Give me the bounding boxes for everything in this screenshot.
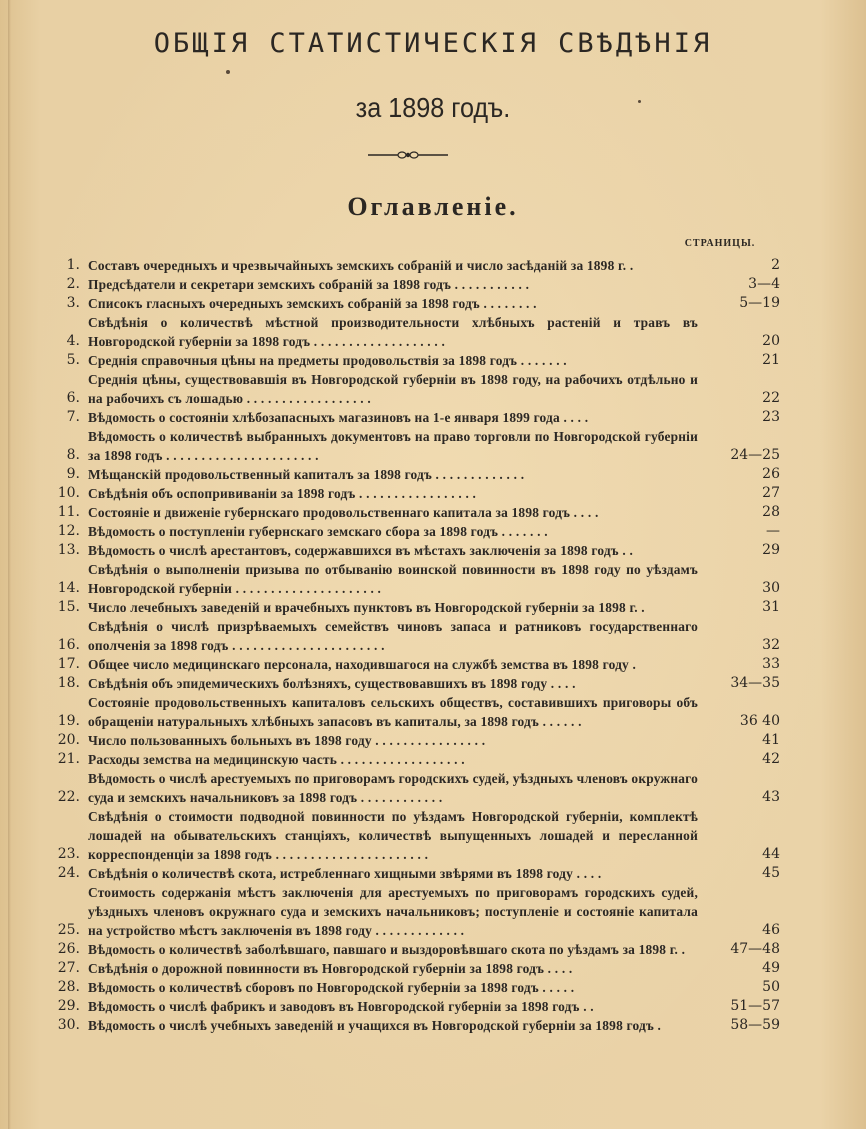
document-subtitle: за 1898 годъ. — [355, 92, 511, 123]
toc-entry-pages: 30 — [762, 580, 780, 596]
toc-entry-title: Вѣдомость о числѣ фабрикъ и заводовъ въ Новгородской губерніи за 1898 годъ . . — [88, 999, 594, 1014]
ink-speck — [226, 70, 230, 74]
toc-entry-title: Состояніе продовольственныхъ капиталовъ сельскихъ обществъ, составившихъ приговоры объ обращеніи натуральныхъ хлѣбныхъ запасовъ въ капиталы, за 1898 годъ . . . . . . — [88, 695, 698, 729]
toc-entry-title: Состояніе и движеніе губернскаго продовольственнаго капитала за 1898 годъ . . . . — [88, 505, 599, 520]
toc-entry-number: 13. — [57, 542, 80, 558]
toc-entry-number: 2. — [66, 276, 80, 292]
toc-entry-number: 1. — [66, 257, 80, 273]
toc-entry — [40, 351, 780, 370]
toc-entry — [40, 503, 780, 522]
toc-entry-pages: 27 — [762, 485, 780, 501]
toc-entry-number: 29. — [57, 998, 80, 1014]
toc-entry-pages: 23 — [762, 409, 780, 425]
toc-entry-pages: 3—4 — [748, 276, 780, 292]
toc-entry-number: 3. — [66, 295, 80, 311]
toc-entry-pages: 28 — [762, 504, 780, 520]
toc-entry — [40, 560, 780, 598]
toc-entry-pages: 24—25 — [730, 447, 780, 463]
toc-entry-title: Составъ очередныхъ и чрезвычайныхъ земскихъ собраній и число засѣданій за 1898 г. . — [88, 258, 634, 273]
toc-entry-pages: 32 — [762, 637, 780, 653]
toc-entry — [40, 522, 780, 541]
toc-entry-title: Вѣдомость о числѣ арестуемыхъ по приговорамъ городскихъ судей, уѣздныхъ членовъ окружнаго суда и земскихъ начальниковъ за 1898 годъ . . . . . . . . . . . . — [88, 771, 698, 805]
toc-entry-number: 25. — [57, 922, 80, 938]
toc-entry — [40, 655, 780, 674]
toc-entry-title: Списокъ гласныхъ очередныхъ земскихъ собраній за 1898 годъ . . . . . . . . — [88, 296, 537, 311]
toc-entry-title: Число пользованныхъ больныхъ въ 1898 году . . . . . . . . . . . . . . . . — [88, 733, 486, 748]
toc-entry-pages: 41 — [762, 732, 780, 748]
toc-entry — [40, 617, 780, 655]
toc-entry-pages: 50 — [762, 979, 780, 995]
toc-entry-title: Свѣдѣнія о числѣ призрѣваемыхъ семействъ чиновъ запаса и ратниковъ государственнаго ополченія за 1898 годъ . . . . . . . . . . . . . . . . . . . . . . — [88, 619, 698, 653]
toc-entry — [40, 750, 780, 769]
toc-entry-pages: 46 — [762, 922, 780, 938]
toc-entry-title: Свѣдѣнія о выполненіи призыва по отбыванію воинской повинности въ 1898 году по уѣздамъ Новгородской губерніи . . . . . . . . . . . . . . . . . . . . . — [88, 562, 698, 596]
toc-entry-pages: — — [766, 523, 780, 539]
toc-entry-number: 30. — [57, 1017, 80, 1033]
toc-entry — [40, 693, 780, 731]
toc-entry-number: 26. — [57, 941, 80, 957]
toc-entry — [40, 598, 780, 617]
toc-entry — [40, 313, 780, 351]
toc-entry-title: Мѣщанскій продовольственный капиталъ за 1898 годъ . . . . . . . . . . . . . — [88, 467, 525, 482]
toc-entry-number: 21. — [57, 751, 80, 767]
toc-entry-title: Свѣдѣнія объ оспопрививаніи за 1898 годъ . . . . . . . . . . . . . . . . . — [88, 486, 477, 501]
toc-entry-title: Стоимость содержанія мѣстъ заключенія для арестуемыхъ по приговорамъ городскихъ судей, уѣздныхъ членовъ окружнаго суда и земскихъ начальниковъ; поступленіе и состояніе капитала на устройство мѣстъ заключенія въ 1898 году . . . . . . . . . . . . . — [88, 885, 698, 938]
toc-entry-pages: 47—48 — [730, 941, 780, 957]
toc-entry-pages: 43 — [762, 789, 780, 805]
toc-entry-title: Число лечебныхъ заведеній и врачебныхъ пунктовъ въ Новгородской губерніи за 1898 г. . — [88, 600, 645, 615]
toc-entry — [40, 465, 780, 484]
toc-entry — [40, 807, 780, 864]
toc-entry-title: Вѣдомость о состояніи хлѣбозапасныхъ магазиновъ на 1-е января 1899 года . . . . — [88, 410, 589, 425]
toc-entry-title: Свѣдѣнія о дорожной повинности въ Новгородской губерніи за 1898 годъ . . . . — [88, 961, 573, 976]
toc-entry-title: Общее число медицинскаго персонала, находившагося на службѣ земства въ 1898 году . — [88, 657, 637, 672]
toc-entry-pages: 44 — [762, 846, 780, 862]
toc-entry — [40, 997, 780, 1016]
toc-entry-number: 14. — [57, 580, 80, 596]
toc-entry-pages: 21 — [762, 352, 780, 368]
toc-entry-number: 12. — [57, 523, 80, 539]
toc-entry-number: 9. — [66, 466, 80, 482]
toc-entry-title: Вѣдомость о числѣ учебныхъ заведеній и учащихся въ Новгородской губерніи за 1898 годъ . — [88, 1018, 662, 1033]
toc-entry-number: 18. — [57, 675, 80, 691]
pages-column-label: СТРАНИЦЫ. — [684, 238, 756, 249]
toc-entry-pages: 26 — [762, 466, 780, 482]
toc-entry-pages: 5—19 — [739, 295, 780, 311]
toc-entry — [40, 1016, 780, 1035]
toc-entry — [40, 484, 780, 503]
toc-entry — [40, 408, 780, 427]
toc-entry-number: 4. — [66, 333, 80, 349]
toc-entry-title: Расходы земства на медицинскую часть . . . . . . . . . . . . . . . . . . — [88, 752, 465, 767]
table-of-contents — [40, 256, 780, 1035]
toc-entry-number: 11. — [57, 504, 80, 520]
toc-entry-number: 7. — [66, 409, 80, 425]
toc-entry-number: 8. — [66, 447, 80, 463]
toc-entry-pages: 29 — [762, 542, 780, 558]
toc-entry-title: Предсѣдатели и секретари земскихъ собраній за 1898 годъ . . . . . . . . . . . — [88, 277, 530, 292]
toc-entry-pages: 31 — [762, 599, 780, 615]
toc-entry-title: Свѣдѣнія о количествѣ скота, истребленнаго хищными звѣрями въ 1898 году . . . . — [88, 866, 602, 881]
toc-entry-number: 27. — [57, 960, 80, 976]
toc-entry-title: Вѣдомость о количествѣ выбранныхъ документовъ на право торговли по Новгородской губерніи за 1898 годъ . . . . . . . . . . . . . . . . . . . . . . — [88, 429, 698, 463]
contents-heading: Оглавленіе. — [347, 192, 519, 221]
toc-entry-title: Среднія справочныя цѣны на предметы продовольствія за 1898 годъ . . . . . . . — [88, 353, 567, 368]
toc-entry — [40, 864, 780, 883]
toc-entry-pages: 34—35 — [730, 675, 780, 691]
toc-entry-pages: 36 40 — [739, 713, 780, 729]
toc-entry — [40, 256, 780, 275]
toc-entry — [40, 940, 780, 959]
toc-entry-title: Среднія цѣны, существовавшія въ Новгородской губерніи въ 1898 году, на рабочихъ отдѣльно и на рабочихъ съ лошадью . . . . . . . . . . . . . . . . . . — [88, 372, 698, 406]
toc-entry — [40, 978, 780, 997]
toc-entry-number: 15. — [57, 599, 80, 615]
toc-entry-number: 10. — [57, 485, 80, 501]
toc-entry-title: Свѣдѣнія о количествѣ мѣстной производительности хлѣбныхъ растеній и травъ въ Новгородской губерніи за 1898 годъ . . . . . . . . . . . . . . . . . . . — [88, 315, 698, 349]
toc-entry-title: Свѣдѣнія о стоимости подводной повинности по уѣздамъ Новгородской губерніи, комплектѣ лошадей на обывательскихъ станціяхъ, количествѣ выпущенныхъ лошадей и пересланной корреспонденціи за 1898 годъ . . . . . . . . . . . . . . . . . . . . . . — [88, 809, 698, 862]
toc-entry — [40, 674, 780, 693]
toc-entry-pages: 33 — [762, 656, 780, 672]
document-title: ОБЩІЯ СТАТИСТИЧЕСКІЯ СВѢДѢНІЯ — [153, 28, 713, 59]
toc-entry-number: 28. — [57, 979, 80, 995]
toc-entry-number: 24. — [57, 865, 80, 881]
toc-entry-number: 23. — [57, 846, 80, 862]
toc-entry — [40, 731, 780, 750]
toc-entry-number: 20. — [57, 732, 80, 748]
ornament-divider-icon — [366, 148, 450, 162]
toc-entry — [40, 541, 780, 560]
toc-entry-pages: 22 — [762, 390, 780, 406]
toc-entry-pages: 42 — [762, 751, 780, 767]
toc-entry — [40, 370, 780, 408]
toc-entry-pages: 49 — [762, 960, 780, 976]
toc-entry-title: Вѣдомость о количествѣ сборовъ по Новгородской губерніи за 1898 годъ . . . . . — [88, 980, 575, 995]
toc-entry-number: 5. — [66, 352, 80, 368]
toc-entry-pages: 58—59 — [730, 1017, 780, 1033]
toc-entry-number: 6. — [66, 390, 80, 406]
page-fold-shadow — [8, 0, 11, 1129]
toc-entry — [40, 769, 780, 807]
toc-entry-title: Вѣдомость о количествѣ заболѣвшаго, павшаго и выздоровѣвшаго скота по уѣздамъ за 1898 г. . — [88, 942, 686, 957]
toc-entry-pages: 51—57 — [730, 998, 780, 1014]
toc-entry-number: 22. — [57, 789, 80, 805]
toc-entry — [40, 427, 780, 465]
toc-entry — [40, 275, 780, 294]
toc-entry-title: Свѣдѣнія объ эпидемическихъ болѣзняхъ, существовавшихъ въ 1898 году . . . . — [88, 676, 576, 691]
toc-entry — [40, 294, 780, 313]
toc-entry-pages: 2 — [771, 257, 780, 273]
toc-entry-number: 17. — [57, 656, 80, 672]
toc-entry-pages: 45 — [762, 865, 780, 881]
toc-entry-number: 19. — [57, 713, 80, 729]
toc-entry-title: Вѣдомость о поступленіи губернскаго земскаго сбора за 1898 годъ . . . . . . . — [88, 524, 548, 539]
toc-entry-pages: 20 — [762, 333, 780, 349]
toc-entry-title: Вѣдомость о числѣ арестантовъ, содержавшихся въ мѣстахъ заключенія за 1898 годъ . . — [88, 543, 634, 558]
toc-entry — [40, 959, 780, 978]
toc-entry — [40, 883, 780, 940]
toc-entry-number: 16. — [57, 637, 80, 653]
